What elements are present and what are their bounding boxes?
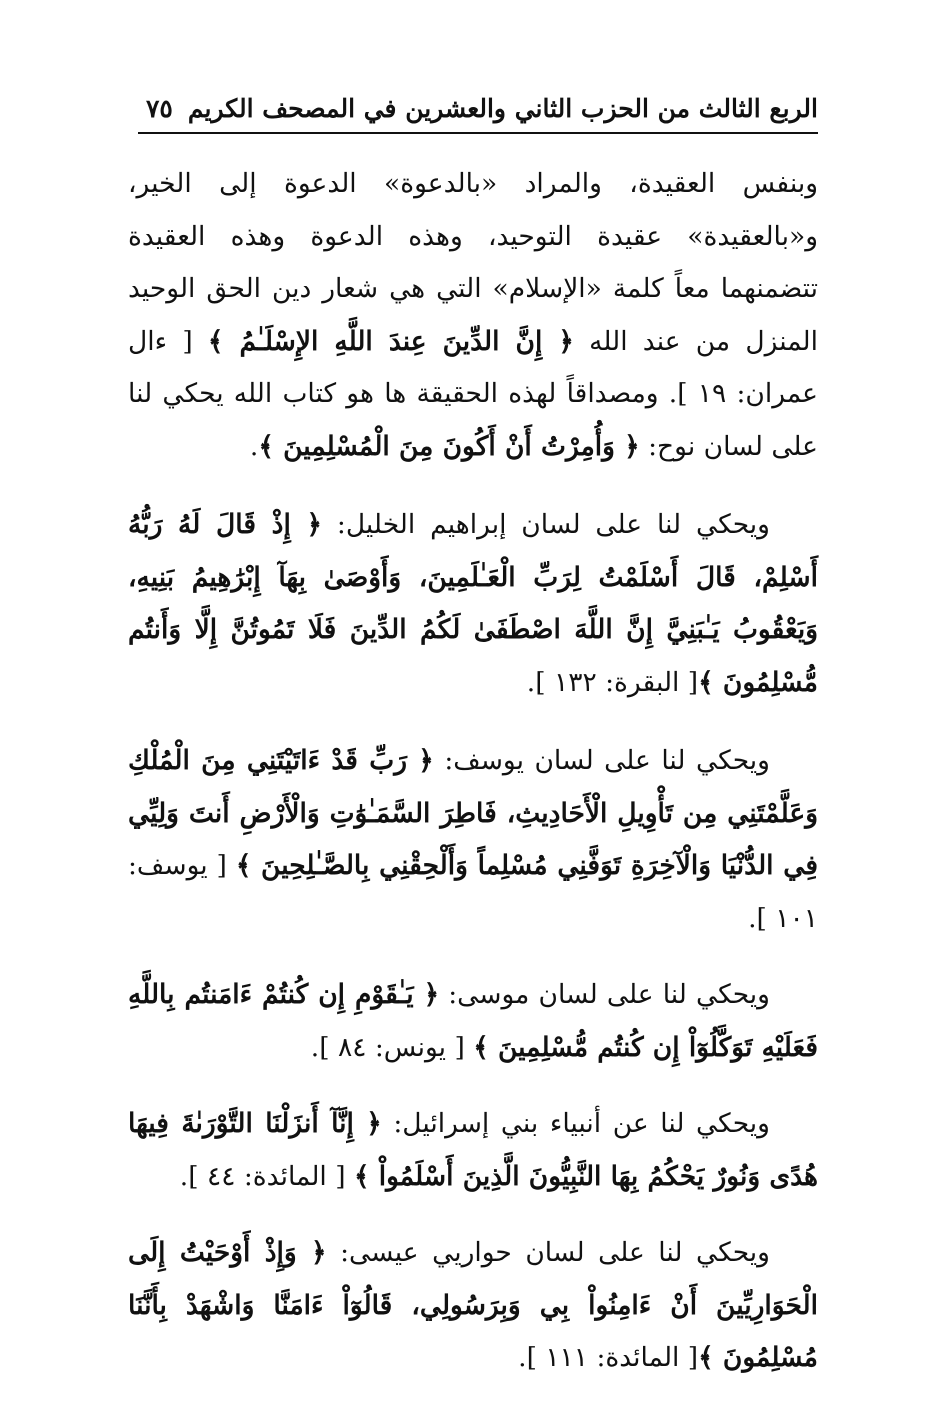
running-title: الربع الثالث من الحزب الثاني والعشرين في المصحف الكريم	[187, 94, 818, 123]
surah-reference: [ يونس: ٨٤ ].	[310, 1031, 465, 1063]
paragraph-ibrahim	[128, 499, 818, 709]
quran-quote: ﴿ إِنَّآ أَنزَلْنَا التَّوْرَىٰةَ فِيهَا هُدًى وَنُورٌ يَحْكُمُ بِهَا النَّبِيُّونَ الَّذِينَ أَسْلَمُواْ ﴾	[128, 1108, 818, 1192]
paragraph-yusuf	[128, 735, 818, 945]
page-body	[128, 158, 818, 1385]
page-header	[138, 92, 818, 132]
surah-reference: [ البقرة: ١٣٢ ].	[526, 666, 699, 698]
paragraph-lead: ويحكي لنا على لسان إبراهيم الخليل:	[336, 509, 770, 540]
sentence-end: .	[249, 430, 259, 462]
page-number: ٧٥	[146, 94, 173, 123]
paragraph-text: وبنفس العقيدة، والمراد «بالدعوة» الدعوة إلى الخير، و«بالعقيدة» عقيدة التوحيد، وهذه الدعوة وهذه العقيدة تتضمنهما معاً كلمة «الإسلام» التي هي شعار دين الحق الوحيد المنزل من عند الله	[128, 168, 818, 357]
quran-quote: ﴿ إِنَّ الدِّينَ عِندَ اللَّهِ الإِسْلَـٰمُ ﴾	[207, 325, 574, 357]
paragraph-lead: ويحكي لنا عن أنبياء بني إسرائيل:	[393, 1108, 770, 1139]
quran-quote: ﴿ يَـٰقَوْمِ إِن كُنتُمْ ءَامَنتُم بِاللَّهِ فَعَلَيْهِ تَوَكَّلُوٓاْ إِن كُنتُم مُّسْلِمِينَ ﴾	[128, 979, 818, 1063]
paragraph-lead: ويحكي لنا على لسان موسى:	[448, 979, 770, 1010]
quran-quote: ﴿ رَبِّ قَدْ ءَاتَيْتَنِي مِنَ الْمُلْكِ وَعَلَّمْتَنِي مِن تَأْوِيلِ الْأَحَادِيثِ، فَاطِرَ السَّمَـٰوَٰتِ وَالْأَرْضِ أَنتَ وَلِيِّي فِي الدُّنْيَا وَالْآخِرَةِ تَوَفَّنِي مُسْلِماً وَأَلْحِقْنِي بِالصَّـٰلِحِينَ ﴾	[128, 745, 818, 881]
surah-reference: [ المائدة: ١١١ ].	[518, 1342, 699, 1373]
header-rule	[138, 132, 818, 134]
paragraph-isa	[128, 1227, 818, 1385]
quran-quote: ﴿ وَإِذْ أَوْحَيْتُ إِلَى الْحَوَارِيِّينَ أَنْ ءَامِنُواْ بِي وَبِرَسُولِي، قَالُوٓاْ ءَامَنَّا وَاشْهَدْ بِأَنَّنَا مُسْلِمُونَ ﴾	[128, 1237, 818, 1373]
paragraph-bani-israil	[128, 1098, 818, 1203]
quran-quote: ﴿ وَأُمِرْتُ أَنْ أَكُونَ مِنَ الْمُسْلِمِينَ ﴾	[258, 430, 640, 462]
quran-quote: ﴿ إِذْ قَالَ لَهُ رَبُّهُ أَسْلِمْ، قَالَ أَسْلَمْتُ لِرَبِّ الْعَـٰلَمِينَ، وَأَوْصَىٰ بِهَآ إِبْرَٰهِيمُ بَنِيهِ، وَيَعْقُوبُ يَـٰبَنِيَّ إِنَّ اللَّهَ اصْطَفَىٰ لَكُمُ الدِّينَ فَلَا تَمُوتُنَّ إِلَّا وَأَنتُم مُّسْلِمُونَ ﴾	[128, 509, 818, 698]
paragraph-lead: ويحكي لنا على لسان يوسف:	[444, 745, 770, 776]
paragraph-musa	[128, 969, 818, 1074]
paragraph-aqida	[128, 158, 818, 473]
surah-reference: [ يوسف: ١٠١ ].	[128, 850, 818, 934]
paragraph-lead: ويحكي لنا على لسان حواريي عيسى:	[340, 1237, 770, 1268]
surah-reference: [ ءال عمران: ١٩ ]. ومصداقاً لهذه الحقيقة ها هو كتاب الله يحكي لنا على لسان نوح:	[128, 325, 818, 462]
surah-reference: [ المائدة: ٤٤ ].	[179, 1160, 346, 1192]
